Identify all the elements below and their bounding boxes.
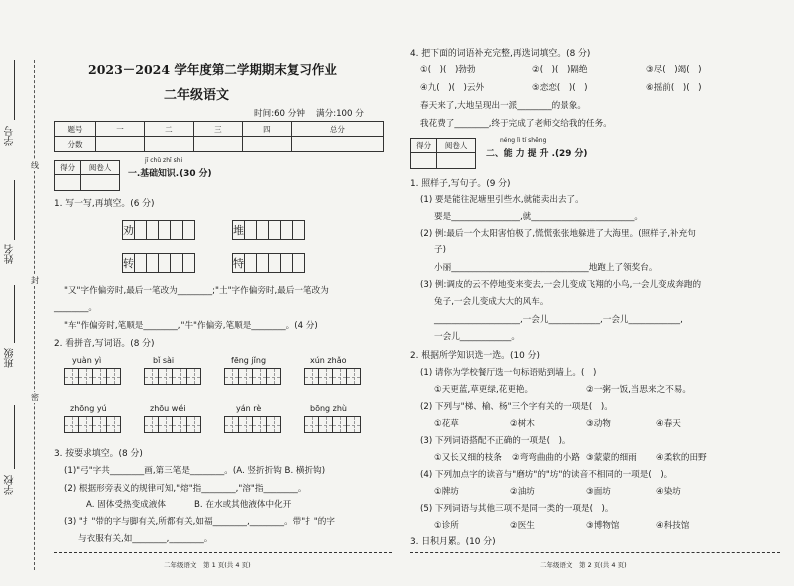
model-char: 劝 (122, 220, 135, 240)
p2-q3-option[interactable]: ①又长又细的枝条 (434, 453, 502, 463)
p1-line4: 子) (434, 245, 446, 255)
q1-line3: "车"作偏旁时,笔顺是________,"牛"作偏旁,笔顺是________。(4 分) (64, 321, 318, 331)
subject-title: 二年级语文 (164, 88, 230, 103)
q3-line2: (2) 根据形旁表义的规律可知,"熔"指________,"溶"指________。 (64, 484, 307, 494)
p2-q5-option[interactable]: ④科技馆 (656, 521, 690, 531)
q3-title: 3. 按要求填空。(8 分) (54, 449, 143, 459)
char-grid-4 (232, 253, 304, 273)
p2-q1: (1) 请你为学校餐厅选一句标语贴到墙上。( ) (420, 368, 597, 378)
name-line (14, 180, 15, 240)
q4-sentence2: 我花费了________,终于完成了老师交给我的任务。 (420, 119, 612, 129)
score-table-header: 四 (242, 122, 291, 137)
p1-line9: 一会儿____________。 (434, 332, 520, 342)
p1-line8: ____________________,一会儿____________,一会儿____________, (434, 315, 683, 325)
p2-q5-option[interactable]: ①诊所 (434, 521, 459, 531)
q3-line5: 与衣服有关,如________,________。 (78, 534, 213, 544)
p2-q3-option[interactable]: ③蒙蒙的细雨 (586, 453, 637, 463)
p2-q2: (2) 下列与"梯、榆、杨"三个字有关的一项是( )。 (420, 402, 613, 412)
student-id-line (14, 60, 15, 120)
p2-title: 2. 根据所学知识选一选。(10 分) (410, 351, 540, 361)
pinyin-label: zhōng yú (70, 404, 107, 413)
p1-line6: (3) 例:调皮的云不停地变来变去,一会儿变成飞翔的小鸟,一会儿变成奔跑的 (420, 280, 702, 290)
pinyin-label: yán rè (236, 404, 262, 413)
pinyin-label: xún zhǎo (310, 356, 347, 365)
tian-grid (224, 416, 280, 433)
char-grid-3 (122, 253, 194, 273)
tian-grid (144, 368, 200, 385)
p2-q2-option[interactable]: ②树木 (510, 419, 535, 429)
model-char: 转 (122, 253, 135, 273)
p2-q4-option[interactable]: ④染坊 (656, 487, 681, 497)
p2-q1-option[interactable]: ①天更蓝,草更绿,花更艳。 (434, 385, 534, 395)
score-table (54, 121, 384, 152)
grader-label: 阅卷人 (81, 161, 120, 175)
tian-grid (144, 416, 200, 433)
score-cell[interactable] (144, 137, 193, 152)
char-box[interactable] (292, 220, 305, 240)
q1-line1: "又"字作偏旁时,最后一笔改为________;"土"字作偏旁时,最后一笔改为 (64, 286, 329, 296)
q4-item: ⑤恋恋( )( ) (532, 83, 588, 93)
section1-title: 一.基础知识.(30 分) (128, 169, 212, 179)
p1-title: 1. 照样子,写句子。(9 分) (410, 179, 511, 189)
p2-q1-option[interactable]: ②一粥一饭,当思来之不易。 (586, 385, 691, 395)
grader-box-2 (410, 138, 476, 169)
p2-q5-option[interactable]: ③博物馆 (586, 521, 620, 531)
score-cell[interactable] (96, 137, 145, 152)
char-box[interactable] (292, 253, 305, 273)
tian-grid (64, 368, 120, 385)
q4-title: 4. 把下面的词语补充完整,再选词填空。(8 分) (410, 49, 591, 59)
seal-mark-line: 线 (31, 161, 39, 170)
p2-q3-option[interactable]: ④柔软的田野 (656, 453, 707, 463)
grader-cell[interactable] (55, 175, 81, 191)
score-table-header: 二 (144, 122, 193, 137)
p2-q2-option[interactable]: ③动物 (586, 419, 611, 429)
student-id-label: 学号 (5, 126, 16, 146)
q1-line2: ________。 (54, 303, 97, 313)
q2-title: 2. 看拼音,写词语。(8 分) (54, 339, 155, 349)
p1-line3: (2) 例:最后一个太阳害怕极了,慌慌张张地躲进了大海里。(照样子,补充句 (420, 229, 696, 239)
q3-option-b: B. 在水或其他液体中化开 (194, 500, 292, 510)
seal-mark-seal: 封 (31, 276, 39, 285)
page1-bottom-rule (54, 552, 392, 553)
pinyin-label: zhōu wéi (150, 404, 186, 413)
p2-q2-option[interactable]: ①花草 (434, 419, 459, 429)
section2-title: 二、能 力 提 升 .(29 分) (486, 149, 588, 159)
p2-q4: (4) 下列加点字的读音与"磨坊"的"坊"的读音不相同的一项是( )。 (420, 470, 673, 480)
q3-option-a: A. 固体受热变成液体 (86, 500, 166, 510)
section1-pinyin: jī chǔ zhī shi (145, 157, 183, 164)
score-table-header: 三 (193, 122, 242, 137)
class-line (14, 285, 15, 343)
score-cell[interactable] (291, 137, 383, 152)
pinyin-label: bōng zhù (310, 404, 348, 413)
p2-q4-option[interactable]: ②油坊 (510, 487, 535, 497)
q1-title: 1. 写一写,再填空。(6 分) (54, 199, 155, 209)
p3-title: 3. 日积月累。(10 分) (410, 537, 496, 547)
q4-item: ②( )( )隔绝 (532, 65, 588, 75)
full-score: 满分:100 分 (316, 109, 364, 119)
p2-q5: (5) 下列词语与其他三项不是同一类的一项是( )。 (420, 504, 614, 514)
tian-grid (224, 368, 280, 385)
q3-line4: (3) "扌"带的字与脚有关,所都有关,如福________,________。带"扌"的字 (64, 517, 335, 527)
pinyin-label: fēng jǐng (231, 356, 267, 365)
char-grid-2 (232, 220, 304, 240)
p1-line1: (1) 要是能往泥塘里引些水,就能卖出去了。 (420, 195, 584, 205)
tian-grid (304, 368, 360, 385)
q4-item: ④九( )( )云外 (420, 83, 485, 93)
school-line (14, 405, 15, 469)
name-label: 姓名 (5, 244, 16, 264)
q4-item: ③尽( )竭( ) (646, 65, 702, 75)
p2-q4-option[interactable]: ③面坊 (586, 487, 611, 497)
q4-item: ⑥摇前( )( ) (646, 83, 702, 93)
char-grid-1 (122, 220, 194, 240)
binding-dashed-line (34, 60, 35, 570)
grader-cell[interactable] (81, 175, 120, 191)
score-cell[interactable] (242, 137, 291, 152)
section2-pinyin: néng lì tí shēng (500, 137, 547, 144)
score-table-row-label: 分数 (55, 137, 96, 152)
p2-q4-option[interactable]: ①牌坊 (434, 487, 459, 497)
q4-item: ①( )( )勃勃 (420, 65, 476, 75)
page1-footer: 二年级语文 第 1 页(共 4 页) (164, 561, 251, 569)
p2-q3-option[interactable]: ②弯弯曲曲的小路 (512, 453, 580, 463)
char-box[interactable] (182, 220, 195, 240)
model-char: 堆 (232, 220, 245, 240)
q4-sentence1: 春天来了,大地呈现出一派________的景象。 (420, 101, 587, 111)
score-table-header: 一 (96, 122, 145, 137)
p2-q2-option[interactable]: ④春天 (656, 419, 681, 429)
exam-title: 2023－2024 学年度第二学期期末复习作业 (88, 62, 337, 77)
grader-score-label: 得分 (55, 161, 81, 175)
grader-box-1 (54, 160, 120, 191)
char-box[interactable] (182, 253, 195, 273)
p1-line7: 兔子,一会儿变成大大的风车。 (434, 297, 549, 307)
tian-grid (304, 416, 360, 433)
p2-q3: (3) 下列词语搭配不正确的一项是( )。 (420, 436, 571, 446)
q3-line1: (1)"弓"字共________画,第三笔是________。(A. 竖折折钩 B. 横折钩) (64, 466, 326, 476)
seal-mark-secret: 密 (31, 393, 39, 402)
score-cell[interactable] (193, 137, 242, 152)
pinyin-label: yuàn yì (72, 356, 102, 365)
tian-grid (64, 416, 120, 433)
grader-cell[interactable] (411, 153, 437, 169)
grader-score-label: 得分 (411, 139, 437, 153)
page2-footer: 二年级语文 第 2 页(共 4 页) (540, 561, 627, 569)
pinyin-label: bǐ sài (153, 356, 175, 365)
score-table-header: 题号 (55, 122, 96, 137)
p1-line2: 要是________________,就________________________。 (434, 212, 643, 222)
p1-line5: 小丽________________________________地跑上了领奖台。 (434, 263, 658, 273)
grader-label: 阅卷人 (437, 139, 476, 153)
grader-cell[interactable] (437, 153, 476, 169)
p2-q5-option[interactable]: ②医生 (510, 521, 535, 531)
page2-bottom-rule (410, 552, 780, 553)
model-char: 特 (232, 253, 245, 273)
class-label: 班级 (5, 348, 16, 368)
time-limit: 时间:60 分钟 (254, 109, 305, 119)
school-label: 学校 (5, 475, 16, 495)
score-table-header: 总分 (291, 122, 383, 137)
